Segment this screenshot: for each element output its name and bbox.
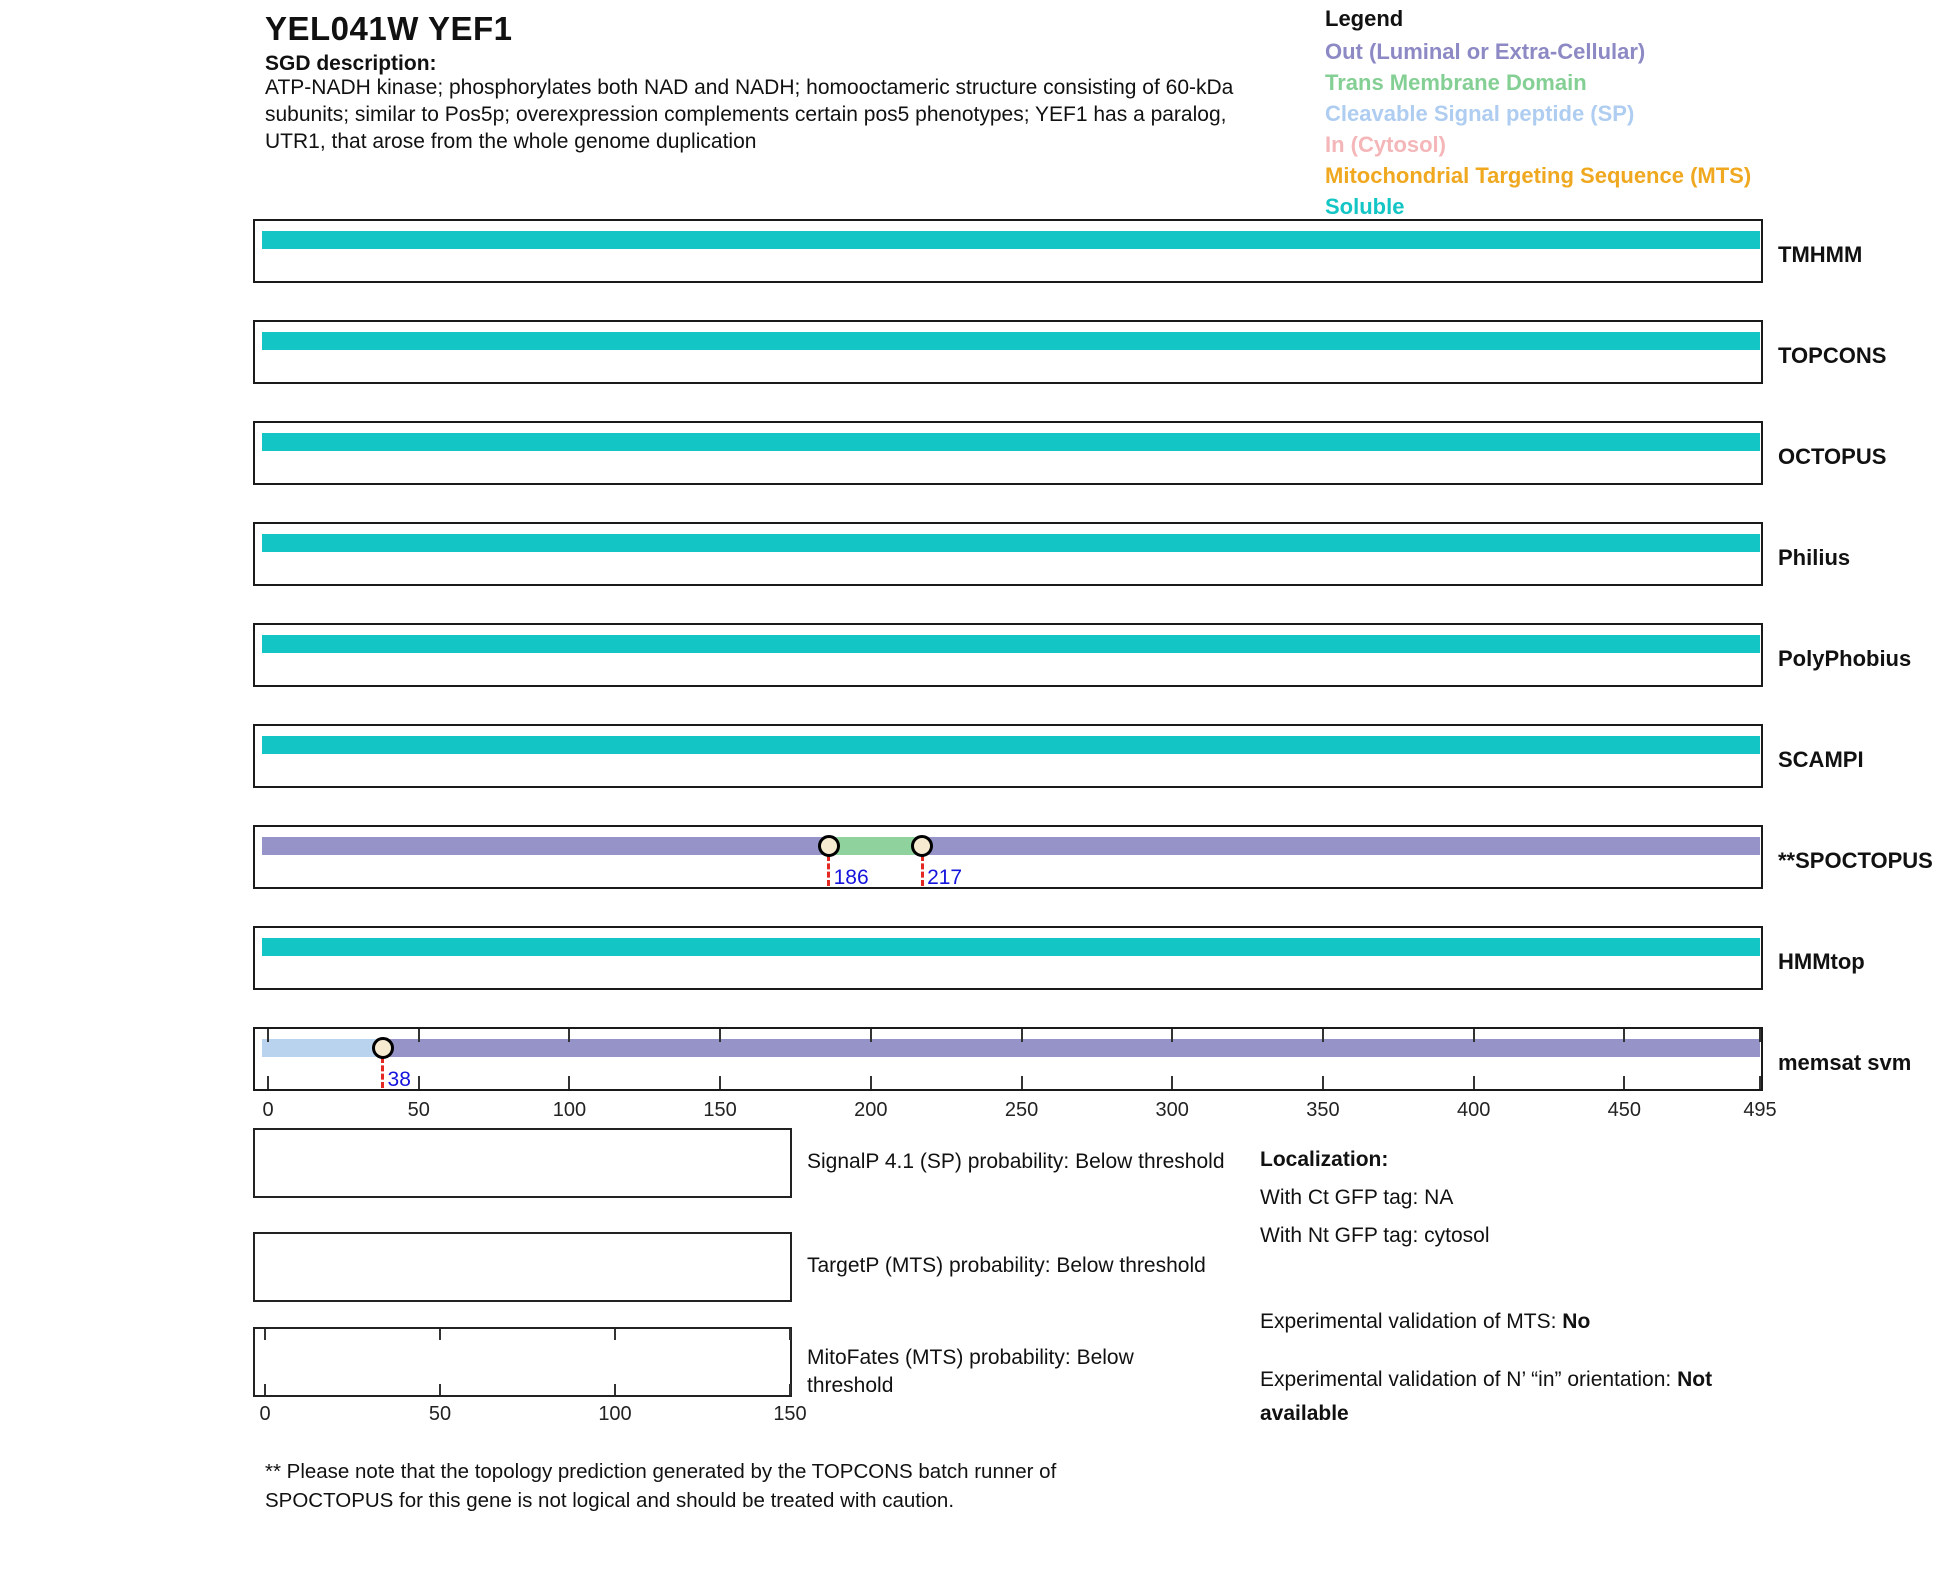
mitofates-probability-label-line1: MitoFates (MTS) probability: Below xyxy=(807,1346,1134,1369)
topology-segment-soluble xyxy=(262,534,1760,552)
mitofates-axis-tick-label: 100 xyxy=(598,1403,632,1425)
mitofates-axis-tick-top xyxy=(789,1329,791,1340)
track-label-scampi: SCAMPI xyxy=(1778,747,1864,772)
axis-tick-label: 400 xyxy=(1456,1099,1491,1121)
localization-title: Localization: xyxy=(1260,1148,1389,1171)
axis-tick-bottom xyxy=(1021,1076,1023,1089)
mitofates-axis-tick-label: 0 xyxy=(259,1403,271,1425)
axis-tick-label: 150 xyxy=(703,1099,737,1121)
legend-item-tm: Trans Membrane Domain xyxy=(1325,70,1587,95)
mitofates-plot-box xyxy=(253,1327,792,1397)
orientation-validation-prefix: Experimental validation of N’ “in” orientation: xyxy=(1260,1368,1678,1391)
topology-segment-tm xyxy=(829,837,922,855)
legend-item-mts: Mitochondrial Targeting Sequence (MTS) xyxy=(1325,163,1752,188)
axis-tick-top xyxy=(568,1029,570,1042)
mitofates-probability-label-line2: threshold xyxy=(807,1374,894,1397)
track-box-polyphobius xyxy=(253,623,1763,687)
track-box-hmmtop xyxy=(253,926,1763,990)
track-label-spoctopus: **SPOCTOPUS xyxy=(1778,848,1933,873)
mitofates-axis-tick-top xyxy=(439,1329,441,1340)
topology-segment-out xyxy=(262,837,829,855)
legend-title: Legend xyxy=(1325,6,1404,31)
topology-segment-soluble xyxy=(262,332,1760,350)
mitofates-axis-tick-bottom xyxy=(264,1384,266,1395)
mitofates-axis-tick-bottom xyxy=(439,1384,441,1395)
orientation-validation-value2: available xyxy=(1260,1402,1349,1425)
axis-tick-bottom xyxy=(568,1076,570,1089)
axis-tick-label: 100 xyxy=(552,1099,587,1121)
localization-ct-gfp: With Ct GFP tag: NA xyxy=(1260,1186,1454,1209)
sgd-description-line: ATP-NADH kinase; phosphorylates both NAD and NADH; homooctameric structure consisting of 60-kDa xyxy=(265,76,1234,99)
topology-marker-circle xyxy=(911,835,933,857)
track-label-memsatsvm: memsat svm xyxy=(1778,1050,1912,1075)
axis-tick-label: 350 xyxy=(1306,1099,1340,1121)
topology-marker-circle xyxy=(372,1037,394,1059)
legend-item-out: Out (Luminal or Extra-Cellular) xyxy=(1325,39,1646,64)
axis-tick-top xyxy=(870,1029,872,1042)
axis-tick-label: 300 xyxy=(1155,1099,1189,1121)
axis-tick-top xyxy=(1322,1029,1324,1042)
topology-segment-soluble xyxy=(262,433,1760,451)
axis-tick-label: 495 xyxy=(1743,1099,1777,1121)
legend-item-in: In (Cytosol) xyxy=(1325,132,1446,157)
marker-position-label: 38 xyxy=(387,1068,411,1091)
track-label-philius: Philius xyxy=(1778,545,1851,570)
track-box-topcons xyxy=(253,320,1763,384)
mitofates-axis-tick-top xyxy=(614,1329,616,1340)
localization-nt-gfp: With Nt GFP tag: cytosol xyxy=(1260,1224,1490,1247)
axis-tick-top xyxy=(1623,1029,1625,1042)
page-title: YEL041W YEF1 xyxy=(265,10,513,47)
footnote-line1: ** Please note that the topology prediction generated by the TOPCONS batch runner of xyxy=(265,1460,1057,1483)
axis-tick-bottom xyxy=(1171,1076,1173,1089)
mitofates-axis-tick-top xyxy=(264,1329,266,1340)
axis-tick-bottom xyxy=(1623,1076,1625,1089)
axis-tick-bottom xyxy=(1473,1076,1475,1089)
mts-validation-value: No xyxy=(1562,1310,1591,1333)
axis-tick-bottom xyxy=(719,1076,721,1089)
sgd-description-line: subunits; similar to Pos5p; overexpression complements certain pos5 phenotypes; YEF1 has a paralog, xyxy=(265,103,1227,126)
topology-segment-sp xyxy=(262,1039,383,1057)
axis-tick-top xyxy=(1171,1029,1173,1042)
mts-validation-line xyxy=(1260,1310,1590,1334)
legend-item-sp: Cleavable Signal peptide (SP) xyxy=(1325,101,1635,126)
track-box-octopus xyxy=(253,421,1763,485)
orientation-validation-line1 xyxy=(1260,1368,1712,1392)
mitofates-axis-tick-label: 150 xyxy=(773,1403,807,1425)
axis-tick-label: 250 xyxy=(1004,1099,1039,1121)
sgd-description-text xyxy=(265,74,1233,155)
track-box-philius xyxy=(253,522,1763,586)
axis-tick-bottom xyxy=(870,1076,872,1089)
axis-tick-label: 0 xyxy=(262,1099,274,1121)
topology-segment-soluble xyxy=(262,938,1760,956)
axis-tick-top xyxy=(1473,1029,1475,1042)
axis-tick-bottom xyxy=(1759,1076,1761,1089)
mitofates-axis-tick-label: 50 xyxy=(428,1403,452,1425)
axis-tick-label: 200 xyxy=(854,1099,888,1121)
track-label-polyphobius: PolyPhobius xyxy=(1778,646,1912,671)
sgd-description-line: UTR1, that arose from the whole genome duplication xyxy=(265,130,757,153)
axis-tick-label: 450 xyxy=(1607,1099,1642,1121)
targetp-plot-box xyxy=(253,1232,792,1302)
legend-item-soluble: Soluble xyxy=(1325,194,1405,219)
track-box-scampi xyxy=(253,724,1763,788)
marker-dashed-line xyxy=(827,855,830,886)
topology-segment-soluble xyxy=(262,231,1760,249)
track-box-spoctopus xyxy=(253,825,1763,889)
axis-tick-top xyxy=(1021,1029,1023,1042)
axis-tick-top xyxy=(267,1029,269,1042)
axis-tick-top xyxy=(719,1029,721,1042)
marker-position-label: 217 xyxy=(927,866,963,889)
track-box-memsatsvm xyxy=(253,1027,1763,1091)
axis-tick-bottom xyxy=(418,1076,420,1089)
orientation-validation-value1: Not xyxy=(1677,1368,1713,1391)
track-label-hmmtop: HMMtop xyxy=(1778,949,1865,974)
track-label-topcons: TOPCONS xyxy=(1778,343,1887,368)
mitofates-axis-tick-bottom xyxy=(789,1384,791,1395)
topology-segment-out xyxy=(922,837,1760,855)
track-label-tmhmm: TMHMM xyxy=(1778,242,1863,267)
track-box-tmhmm xyxy=(253,219,1763,283)
mitofates-axis-tick-bottom xyxy=(614,1384,616,1395)
marker-dashed-line xyxy=(921,855,924,886)
marker-position-label: 186 xyxy=(833,866,869,889)
axis-tick-bottom xyxy=(267,1076,269,1089)
signalp-plot-box xyxy=(253,1128,792,1198)
axis-tick-label: 50 xyxy=(407,1099,430,1121)
legend-items xyxy=(1325,36,1751,222)
topology-segment-soluble xyxy=(262,736,1760,754)
axis-tick-bottom xyxy=(1322,1076,1324,1089)
topology-segment-soluble xyxy=(262,635,1760,653)
marker-dashed-line xyxy=(381,1057,384,1088)
track-label-octopus: OCTOPUS xyxy=(1778,444,1887,469)
topology-segment-out xyxy=(383,1039,1760,1057)
axis-tick-top xyxy=(1759,1029,1761,1042)
footnote-line2: SPOCTOPUS for this gene is not logical and should be treated with caution. xyxy=(265,1489,955,1512)
targetp-probability-label: TargetP (MTS) probability: Below threshold xyxy=(807,1254,1206,1277)
sgd-description-label: SGD description: xyxy=(265,52,437,75)
topology-marker-circle xyxy=(818,835,840,857)
axis-tick-top xyxy=(418,1029,420,1042)
mts-validation-prefix: Experimental validation of MTS: xyxy=(1260,1310,1563,1333)
signalp-probability-label: SignalP 4.1 (SP) probability: Below threshold xyxy=(807,1150,1225,1173)
